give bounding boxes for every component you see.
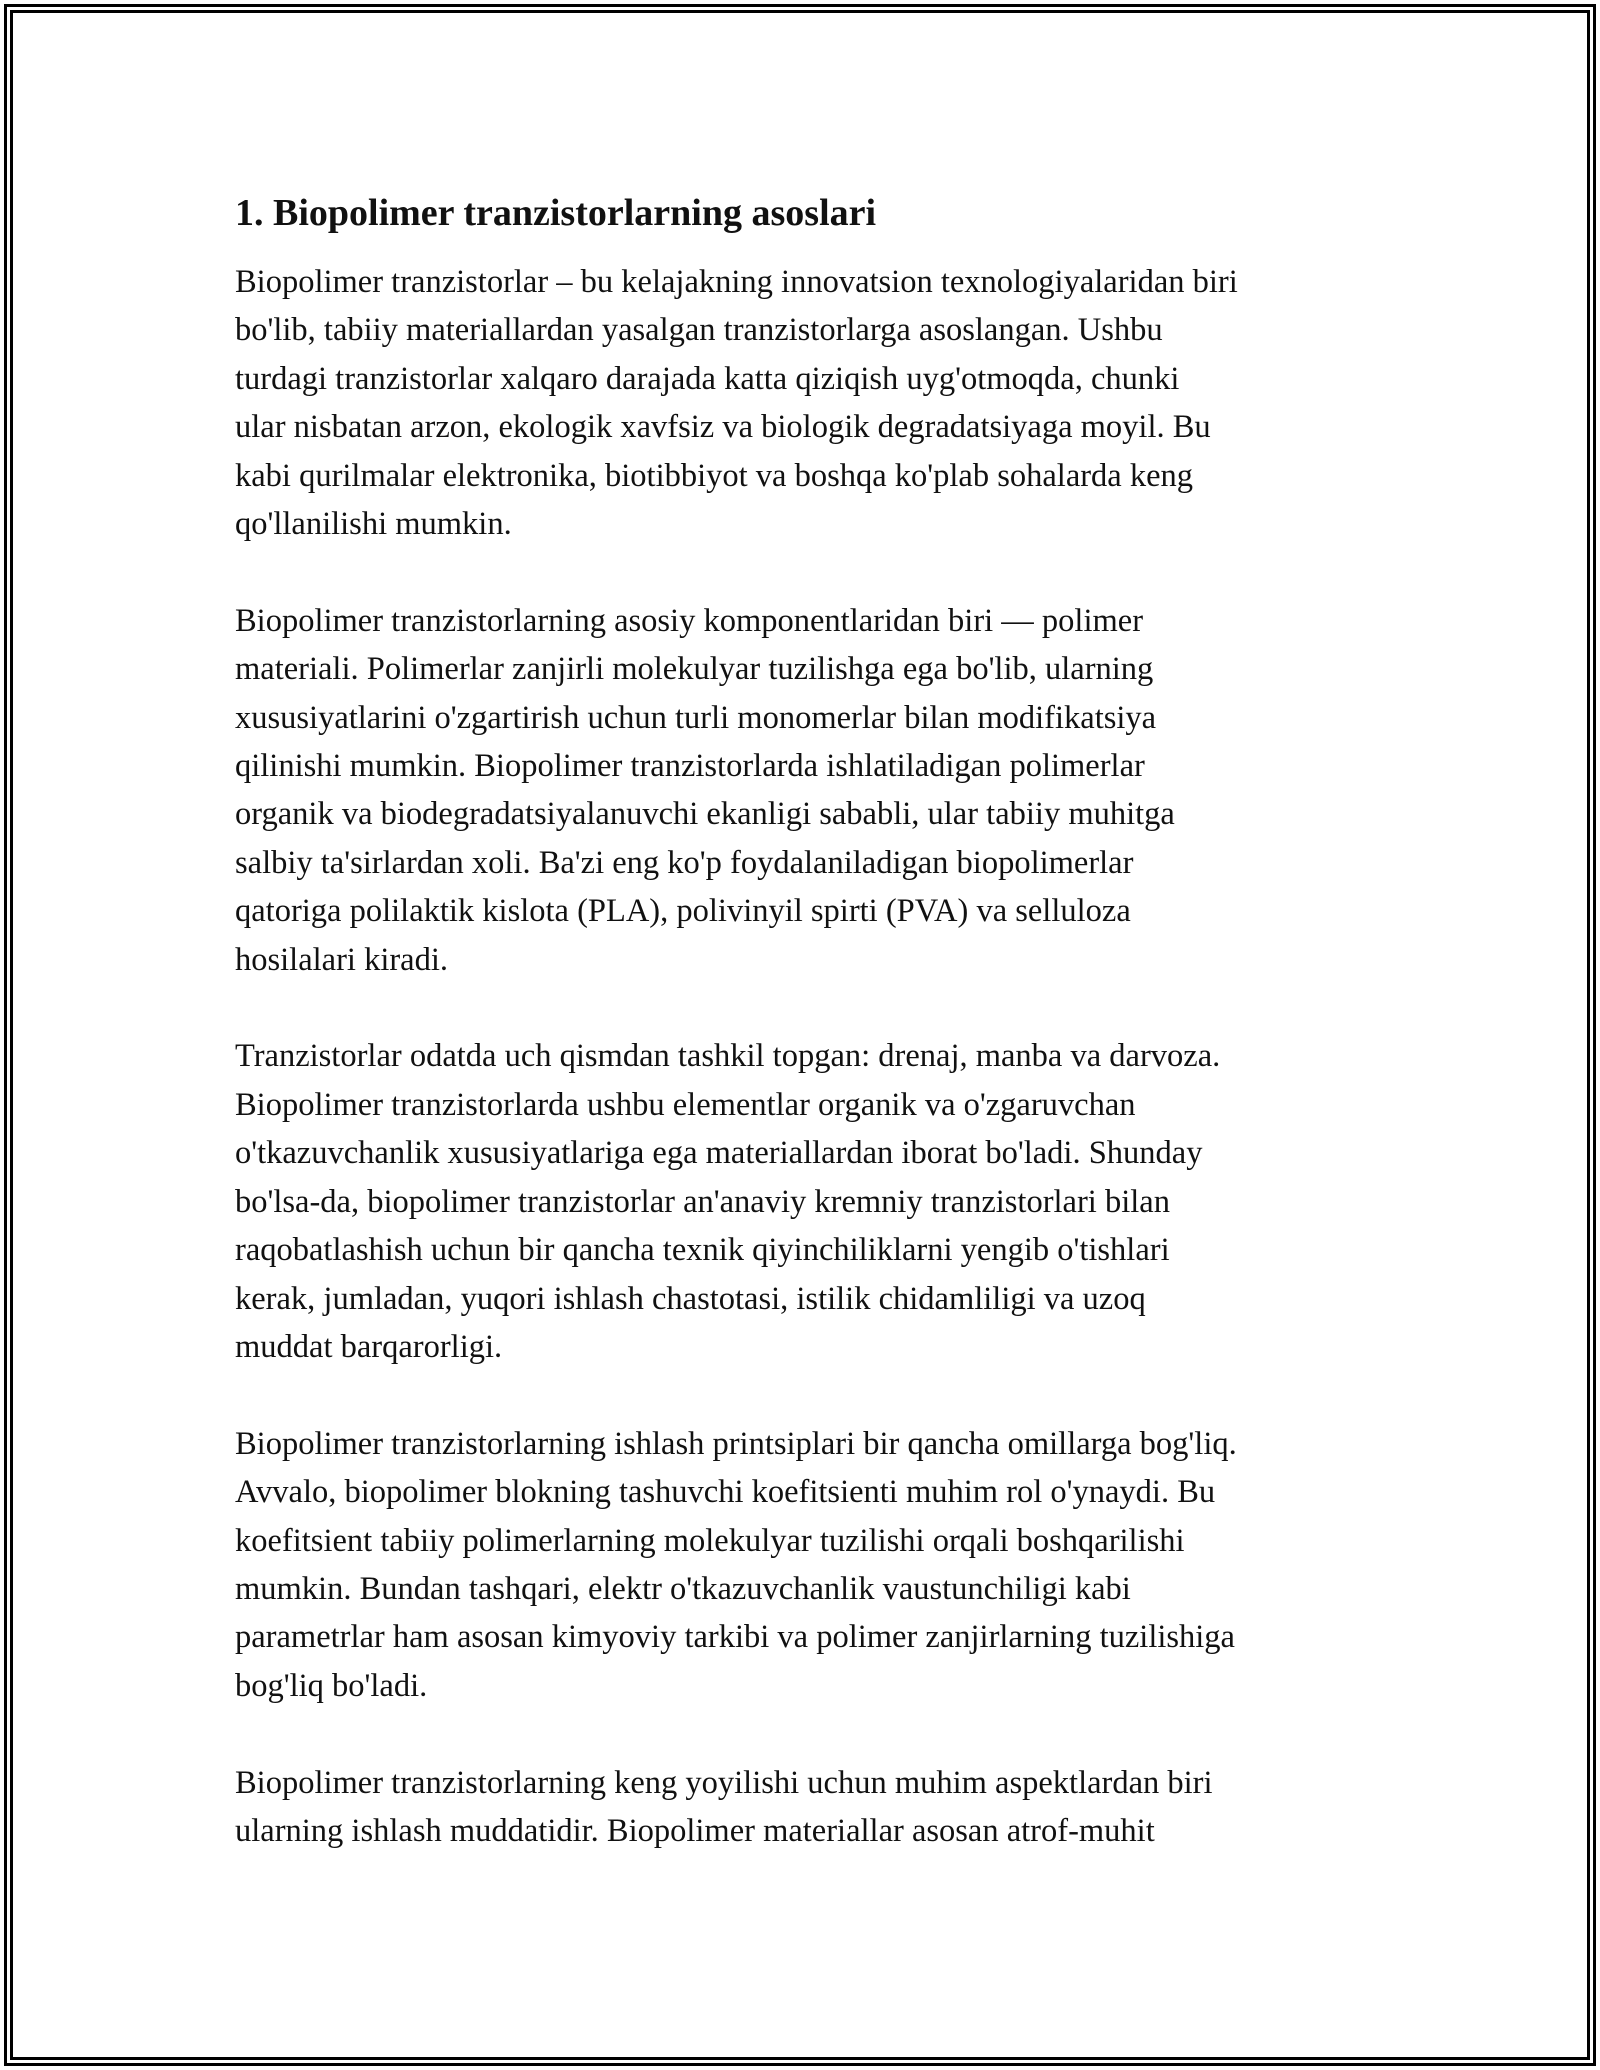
paragraph-line: ularning ishlash muddatidir. Biopolimer materiallar asosan atrof-muhit [235, 1812, 1155, 1849]
paragraph [235, 258, 1385, 548]
paragraph-line: kerak, jumladan, yuqori ishlash chastotasi, istilik chidamliligi va uzoq [235, 1280, 1146, 1317]
paragraph-line: koefitsient tabiiy polimerlarning molekulyar tuzilishi orqali boshqarilishi [235, 1522, 1185, 1559]
paragraph-line: organik va biodegradatsiyalanuvchi ekanligi sababli, ular tabiiy muhitga [235, 796, 1175, 833]
paragraph-line: materiali. Polimerlar zanjirli molekulyar tuzilishga ega bo'lib, ularning [235, 651, 1154, 688]
paragraph-line: Biopolimer tranzistorlarning ishlash printsiplari bir qancha omillarga bog'liq. [235, 1425, 1237, 1462]
paragraph-line: Tranzistorlar odatda uch qismdan tashkil topgan: drenaj, manba va darvoza. [235, 1038, 1221, 1075]
paragraph-line: muddat barqarorligi. [235, 1328, 503, 1365]
paragraph [235, 1420, 1385, 1710]
paragraph-line: ular nisbatan arzon, ekologik xavfsiz va biologik degradatsiyaga moyil. Bu [235, 409, 1211, 446]
paragraph-line: raqobatlashish uchun bir qancha texnik qiyinchiliklarni yengib o'tishlari [235, 1232, 1170, 1269]
paragraph [235, 597, 1385, 984]
paragraph-line: turdagi tranzistorlar xalqaro darajada katta qiziqish uyg'otmoqda, chunki [235, 360, 1180, 397]
paragraph-line: bog'liq bo'ladi. [235, 1667, 428, 1704]
document-body [235, 188, 1385, 1904]
paragraph-line: salbiy ta'sirlardan xoli. Ba'zi eng ko'p foydalaniladigan biopolimerlar [235, 844, 1134, 881]
paragraphs [235, 258, 1385, 1855]
paragraph-line: parametrlar ham asosan kimyoviy tarkibi va polimer zanjirlarning tuzilishiga [235, 1619, 1235, 1656]
paragraph-line: o'tkazuvchanlik xususiyatlariga ega materiallardan iborat bo'ladi. Shunday [235, 1135, 1203, 1172]
paragraph-line: kabi qurilmalar elektronika, biotibbiyot va boshqa ko'plab sohalarda keng [235, 457, 1194, 494]
paragraph-line: Biopolimer tranzistorlar – bu kelajakning innovatsion texnologiyalaridan biri [235, 264, 1238, 300]
paragraph-line: qatoriga polilaktik kislota (PLA), polivinyil spirti (PVA) va selluloza [235, 893, 1131, 930]
paragraph-line: qilinishi mumkin. Biopolimer tranzistorlarda ishlatiladigan polimerlar [235, 748, 1145, 785]
paragraph-line: Biopolimer tranzistorlarda ushbu elementlar organik va o'zgaruvchan [235, 1086, 1136, 1123]
paragraph-line: Biopolimer tranzistorlarning asosiy komponentlaridan biri — polimer [235, 602, 1144, 639]
paragraph [235, 1032, 1385, 1371]
section-heading: 1. Biopolimer tranzistorlarning asoslari [235, 192, 877, 234]
paragraph-line: Avvalo, biopolimer blokning tashuvchi koefitsienti muhim rol o'ynaydi. Bu [235, 1474, 1216, 1511]
paragraph [235, 1759, 1385, 1856]
paragraph-line: bo'lsa-da, biopolimer tranzistorlar an'anaviy kremniy tranzistorlari bilan [235, 1183, 1170, 1220]
paragraph-line: hosilalari kiradi. [235, 941, 448, 978]
paragraph-line: xususiyatlarini o'zgartirish uchun turli monomerlar bilan modifikatsiya [235, 699, 1157, 736]
paragraph-line: qo'llanilishi mumkin. [235, 506, 512, 543]
paragraph-line: Biopolimer tranzistorlarning keng yoyilishi uchun muhim aspektlardan biri [235, 1764, 1213, 1801]
paragraph-line: mumkin. Bundan tashqari, elektr o'tkazuvchanlik vaustunchiligi kabi [235, 1570, 1131, 1607]
paragraph-line: bo'lib, tabiiy materiallardan yasalgan tranzistorlarga asoslangan. Ushbu [235, 312, 1163, 349]
